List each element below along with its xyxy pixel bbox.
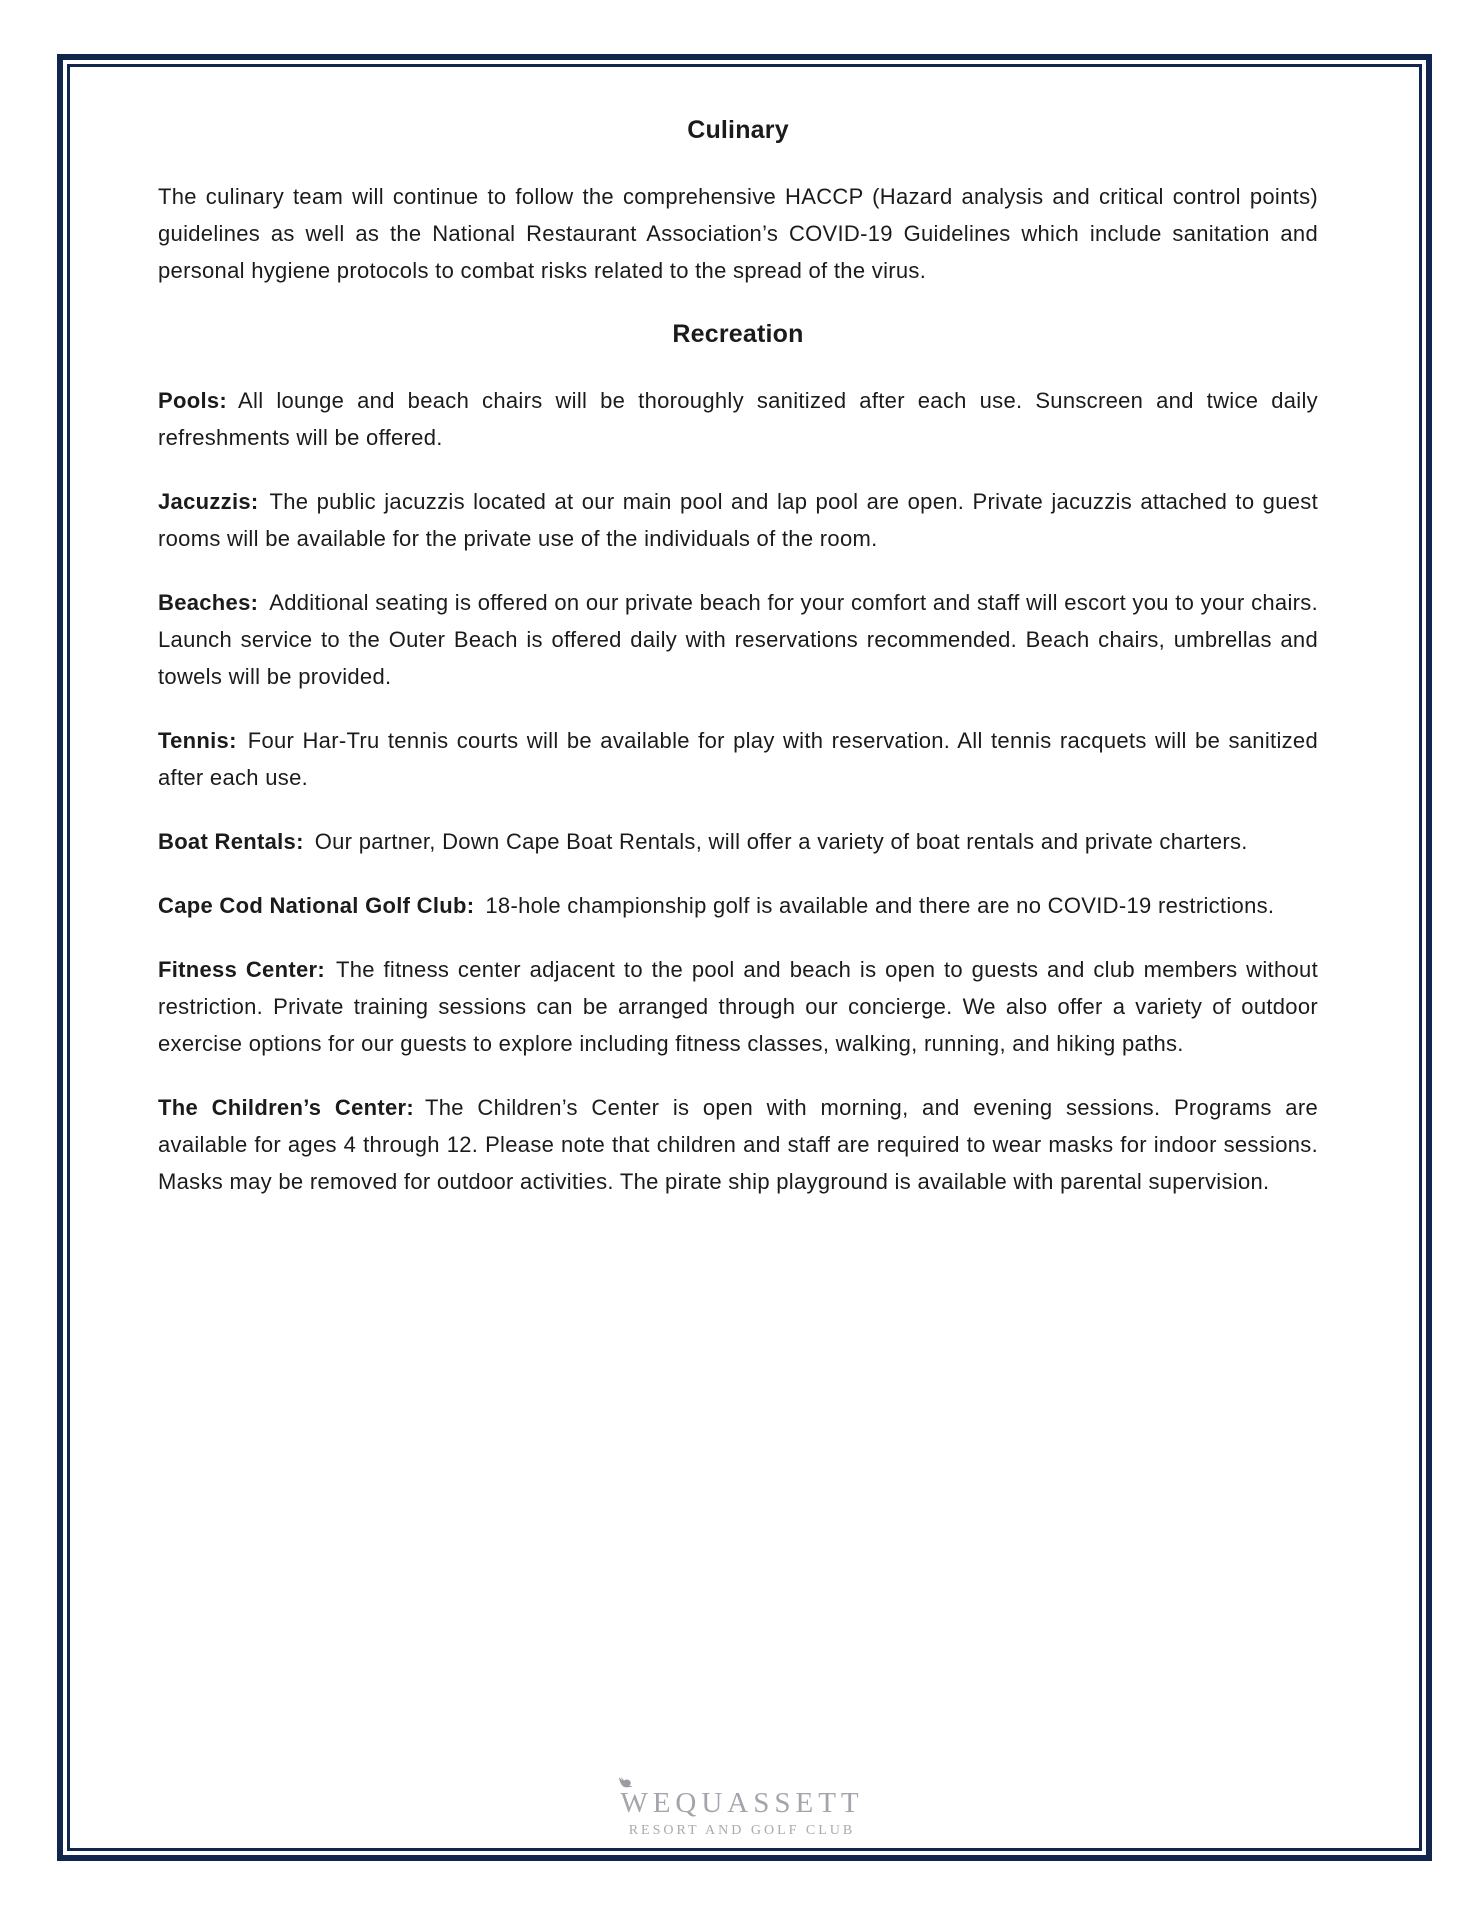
paragraph-fitness-center	[158, 951, 1318, 1062]
paragraph-label-golf-club: Cape Cod National Golf Club:	[158, 893, 475, 918]
paragraph-text-tennis: Four Har-Tru tennis courts will be available for play with reservation. All tennis racquets will be sanitized after each use.	[158, 728, 1318, 790]
section-title-recreation: Recreation	[672, 320, 804, 348]
paragraph-text-childrens-center: The Children’s Center is open with morning, and evening sessions. Programs are available for ages 4 through 12. Please note that children and staff are required to wear masks for indoor sessions. Masks may be removed for outdoor activities. The pirate ship playground is available with parental supervision.	[158, 1095, 1318, 1194]
paragraph-jacuzzis	[158, 483, 1318, 557]
paragraph-boat-rentals	[158, 823, 1318, 860]
logo-wordmark: WEQUASSETT	[620, 1787, 864, 1819]
paragraph-text-boat-rentals: Our partner, Down Cape Boat Rentals, will offer a variety of boat rentals and private charters.	[314, 829, 1248, 854]
paragraph-text-pools: All lounge and beach chairs will be thoroughly sanitized after each use. Sunscreen and twice daily refreshments will be offered.	[158, 388, 1318, 450]
paragraph-label-fitness-center: Fitness Center:	[158, 957, 325, 982]
logo-wordmark-row	[620, 1789, 863, 1818]
paragraph-text-fitness-center: The fitness center adjacent to the pool and beach is open to guests and club members without restriction. Private training sessions can be arranged through our concierge. We also offer a variety of outdoor exercise options for our guests to explore including fitness classes, walking, running, and hiking paths.	[158, 957, 1318, 1056]
paragraph-beaches	[158, 584, 1318, 695]
paragraph-tennis	[158, 722, 1318, 796]
paragraph-text-beaches: Additional seating is offered on our private beach for your comfort and staff will escort you to your chairs. Launch service to the Outer Beach is offered daily with reservations recommended. Beach chairs, umbrellas and towels will be provided.	[158, 590, 1318, 689]
paragraph-childrens-center	[158, 1089, 1318, 1200]
paragraph-text-jacuzzis: The public jacuzzis located at our main pool and lap pool are open. Private jacuzzis attached to guest rooms will be available for the private use of the individuals of the room.	[158, 489, 1318, 551]
paragraph-label-childrens-center: The Children’s Center:	[158, 1095, 415, 1120]
document-content	[158, 112, 1318, 1227]
paragraph-golf-club	[158, 887, 1318, 924]
bird-icon	[617, 1776, 634, 1790]
section-title-culinary: Culinary	[687, 116, 789, 144]
culinary-intro-paragraph: The culinary team will continue to follow the comprehensive HACCP (Hazard analysis and critical control points) guidelines as well as the National Restaurant Association’s COVID-19 Guidelines which include sanitation and personal hygiene protocols to combat risks related to the spread of the virus.	[158, 184, 1318, 283]
paragraph-label-boat-rentals: Boat Rentals:	[158, 829, 304, 854]
paragraph-label-beaches: Beaches:	[158, 590, 259, 615]
resort-logo	[0, 1789, 1484, 1838]
logo-tagline: RESORT AND GOLF CLUB	[628, 1823, 856, 1838]
paragraph-label-pools: Pools:	[158, 388, 228, 413]
paragraph-pools	[158, 382, 1318, 456]
paragraph-text-golf-club: 18-hole championship golf is available and there are no COVID-19 restrictions.	[485, 893, 1275, 918]
paragraph-label-jacuzzis: Jacuzzis:	[158, 489, 259, 514]
paragraph-label-tennis: Tennis:	[158, 728, 237, 753]
